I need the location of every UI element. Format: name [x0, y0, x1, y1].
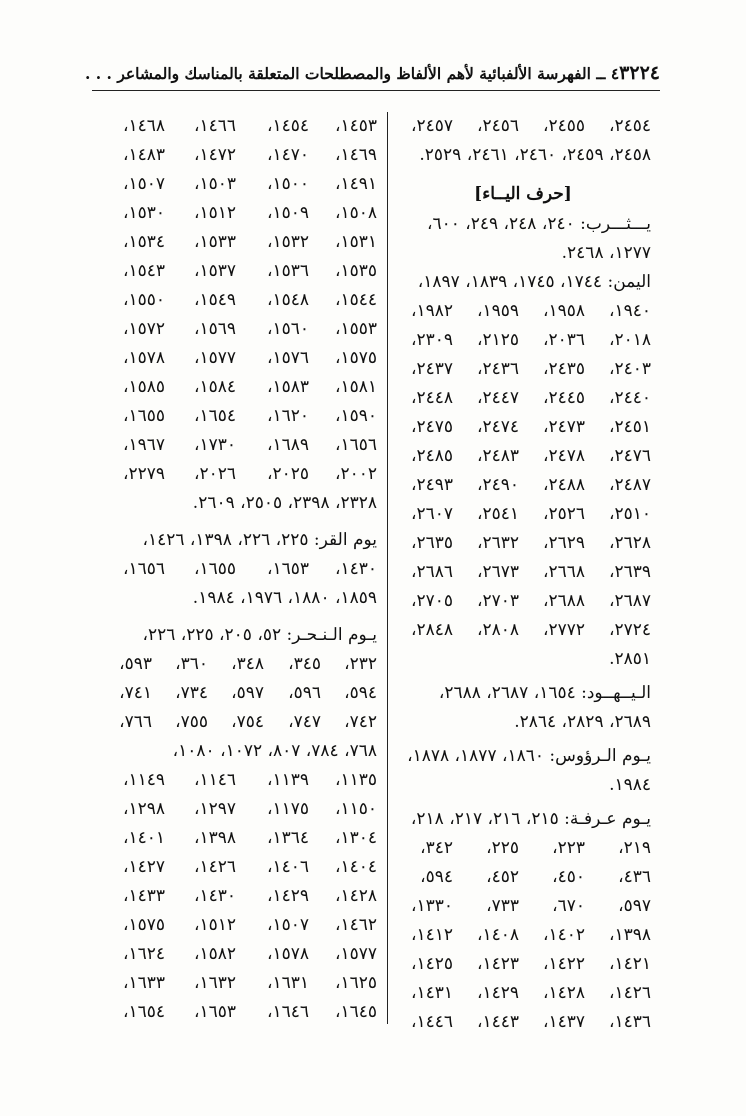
index-entry-nahr: يـوم الـنـحـر: ٥٢، ٢٠٥، ٢٢٥، ٢٢٦، [142, 625, 377, 645]
index-line [395, 500, 651, 529]
running-title: ٤ ــ الفهرسة الألفبائية لأهم الألفاظ والمصطلحات المتعلقة بالمناسك والمشاعر . . . [84, 63, 620, 83]
page-ref: ١٥٨٢، [193, 944, 236, 964]
page-ref: ٢٧٠٣، [476, 591, 519, 611]
page-ref: ١٥٣٤، [122, 232, 165, 252]
page-ref: ١٥٠٠، [266, 174, 309, 194]
page-ref: ٢٢٧٩، [122, 464, 165, 484]
page-ref: ٢٣٠٩، [410, 330, 453, 350]
page-ref: ١٥٥٣، [334, 319, 377, 339]
index-line [95, 315, 377, 344]
index-line [395, 413, 651, 442]
page-ref: ٢٤٤٥، [542, 388, 585, 408]
page-ref: ٢٤٧٤، [476, 417, 519, 437]
page-ref: ٣٤٢، [420, 838, 453, 858]
index-entry-yathrib: يـــثـــرب: ٢٤٠، ٢٤٨، ٢٤٩، ٦٠٠، [426, 214, 651, 234]
index-line: ١٨٥٩، ١٨٨٠، ١٩٧٦، ١٩٨٤. [192, 588, 377, 608]
index-line [95, 679, 377, 708]
page-ref: ١٧٣٠، [193, 435, 236, 455]
page-ref: ١٣٣٠، [410, 896, 453, 916]
index-line [395, 979, 651, 1008]
page-ref: ١٥٣٧، [193, 261, 236, 281]
index-line [395, 471, 651, 500]
page-ref: ١٦٢٤، [122, 944, 165, 964]
page-ref: ٦٧٠، [552, 896, 585, 916]
page-ref: ٢٤٧٣، [542, 417, 585, 437]
page-ref: ٢٤٧٦، [608, 446, 651, 466]
page-ref: ١٤٣٠، [193, 886, 236, 906]
page-ref: ١٤٦٢، [334, 915, 377, 935]
page-ref: ١٥٤٤، [334, 290, 377, 310]
page-ref: ١٤٨٣، [122, 145, 165, 165]
page-ref: ١٥٧٥، [334, 348, 377, 368]
index-line [395, 1008, 651, 1037]
index-line [95, 460, 377, 489]
page-ref: ١١٤٦، [193, 770, 236, 790]
page-ref: ٢٠٣٦، [542, 330, 585, 350]
page-ref: ١٥٣١، [334, 232, 377, 252]
index-line [395, 384, 651, 413]
index-line [95, 170, 377, 199]
page-ref: ٧٥٤، [231, 712, 264, 732]
index-line [95, 940, 377, 969]
page-ref: ١٦٥٣، [266, 559, 309, 579]
yemen-refs [395, 297, 651, 645]
page-ref: ٢٣٢، [344, 654, 377, 674]
page-ref: ٢٤٣٧، [410, 359, 453, 379]
page-ref: ٢٤٨٧، [608, 475, 651, 495]
page-ref: ١٤٠٨، [476, 925, 519, 945]
index-line: ٢٤٥٨، ٢٤٥٩، ٢٤٦٠، ٢٤٦١، ٢٥٢٩. [419, 145, 651, 165]
section-heading-text: [حرف اليــاء] [474, 184, 572, 204]
page-ref: ١٥٧٨، [122, 348, 165, 368]
index-line [395, 921, 651, 950]
page-ref: ١٤٧٢، [193, 145, 236, 165]
index-line [395, 442, 651, 471]
page-ref: ١٥٣٥، [334, 261, 377, 281]
page-ref: ١٦٥٥، [122, 406, 165, 426]
page-ref: ١٤٣٧، [542, 1012, 585, 1032]
index-line: ٢٣٢٨، ٢٣٩٨، ٢٥٠٥، ٢٦٠٩. [192, 493, 377, 513]
page-ref: ٢١٩، [618, 838, 651, 858]
page-ref: ١٥٠٣، [193, 174, 236, 194]
index-line [95, 344, 377, 373]
index-line [95, 853, 377, 882]
page-number: ٣٢٢٤ [619, 62, 660, 84]
page-ref: ٢٥٤١، [476, 504, 519, 524]
index-line: ١٩٨٤. [609, 775, 651, 795]
page-ref: ٢٧٠٥، [410, 591, 453, 611]
page-ref: ٥٩٦، [288, 683, 321, 703]
index-line [395, 326, 651, 355]
page-ref: ١٤٢٨، [334, 886, 377, 906]
page-ref: ١٥٦٩، [193, 319, 236, 339]
page-ref: ١٥١٢، [193, 203, 236, 223]
index-line [395, 529, 651, 558]
page-ref: ١٤٢٧، [122, 857, 165, 877]
index-line [95, 795, 377, 824]
page-ref: ١٦٥٥، [193, 559, 236, 579]
page-ref: ١٥٧٢، [122, 319, 165, 339]
index-line [95, 911, 377, 940]
page-ref: ١٤١٢، [410, 925, 453, 945]
page-ref: ١٦٥٦، [122, 559, 165, 579]
page-ref: ٢٤٨٥، [410, 446, 453, 466]
index-line [95, 431, 377, 460]
page-ref: ١٥٥٠، [122, 290, 165, 310]
page-ref: ١٥٨١، [334, 377, 377, 397]
index-line [95, 708, 377, 737]
column-divider [387, 112, 388, 1024]
page-ref: ٢٢٥، [486, 838, 519, 858]
page-ref: ١٤٢٦، [608, 983, 651, 1003]
page-ref: ١٤٧٠، [266, 145, 309, 165]
page-ref: ١٥٠٩، [266, 203, 309, 223]
page-ref: ٢٥٢٦، [542, 504, 585, 524]
page-header [84, 56, 660, 91]
page-ref: ٢٤٠٣، [608, 359, 651, 379]
page-ref: ١٦٥٤، [193, 406, 236, 426]
page-ref: ١٤٠٢، [542, 925, 585, 945]
page-ref: ٧٤١، [119, 683, 152, 703]
page-ref: ٢٤٥٧، [410, 116, 453, 136]
page-ref: ١٦٤٥، [334, 1002, 377, 1022]
page-ref: ٢٤٣٥، [542, 359, 585, 379]
page-ref: ٢٤٧٥، [410, 417, 453, 437]
page-ref: ١٦٨٩، [266, 435, 309, 455]
index-entry-yahud: الـيــهــود: ١٦٥٤، ٢٦٨٧، ٢٦٨٨، [438, 683, 651, 703]
page-ref: ١٤٢٩، [476, 983, 519, 1003]
index-line [395, 355, 651, 384]
page-ref: ١٤٠٤، [334, 857, 377, 877]
index-line: ٢٨٥١. [609, 649, 651, 669]
page-ref: ٧٤٢، [344, 712, 377, 732]
page-ref: ١٤٤٣، [476, 1012, 519, 1032]
page-ref: ١١٤٩، [122, 770, 165, 790]
page-ref: ٢٠٢٥، [266, 464, 309, 484]
page-ref: ١٤٩١، [334, 174, 377, 194]
index-line [395, 892, 651, 921]
page-ref: ١٤٣٠، [334, 559, 377, 579]
page-ref: ١٤٣٦، [608, 1012, 651, 1032]
page-ref: ٥٩٧، [618, 896, 651, 916]
page-ref: ٢١٢٥، [476, 330, 519, 350]
page-ref: ٢٦٨٨، [542, 591, 585, 611]
page-ref: ١٥٠٧، [266, 915, 309, 935]
page-ref: ٢٧٢٤، [608, 620, 651, 640]
page-ref: ٢٦٧٣، [476, 562, 519, 582]
page-ref: ١٦٥٤، [122, 1002, 165, 1022]
page-ref: ١٥٤٣، [122, 261, 165, 281]
page-ref: ١٤٠٦، [266, 857, 309, 877]
index-line [395, 297, 651, 326]
page-ref: ١٩٥٨، [542, 301, 585, 321]
page-ref: ٢٤٩٠، [476, 475, 519, 495]
page-ref: ١٣٠٤، [334, 828, 377, 848]
page-ref: ١٥٩٠، [334, 406, 377, 426]
index-line [395, 112, 651, 141]
index-entry-qarr: يوم القر: ٢٢٥، ٢٢٦، ١٣٩٨، ١٤٢٦، [142, 530, 377, 550]
page-ref: ٤٥٠، [552, 867, 585, 887]
page-ref: ٢٦٣٢، [476, 533, 519, 553]
page-ref: ١٥٦٠، [266, 319, 309, 339]
page-ref: ١٦٣٣، [122, 973, 165, 993]
page-ref: ١٤٤٦، [410, 1012, 453, 1032]
page-ref: ٣٦٠، [175, 654, 208, 674]
index-line [95, 555, 377, 584]
page-ref: ١٥٠٨، [334, 203, 377, 223]
page-ref: ١٥٨٤، [193, 377, 236, 397]
index-line [95, 969, 377, 998]
page-ref: ١٦٥٣، [193, 1002, 236, 1022]
page-ref: ١٥٤٩، [193, 290, 236, 310]
index-line [95, 882, 377, 911]
page-ref: ١٥٣٢، [266, 232, 309, 252]
page-ref: ١٣٦٤، [266, 828, 309, 848]
page-ref: ١٤٢٦، [193, 857, 236, 877]
page-ref: ٣٤٥، [288, 654, 321, 674]
page-ref: ٧٣٤، [175, 683, 208, 703]
page-ref: ٢٤٥٦، [476, 116, 519, 136]
page-ref: ١٤٥٤، [266, 116, 309, 136]
page-ref: ٢٦٣٥، [410, 533, 453, 553]
page-ref: ١١٣٩، [266, 770, 309, 790]
page-ref: ١٩٥٩، [476, 301, 519, 321]
page-ref: ٢٦٨٧، [608, 591, 651, 611]
page-ref: ٢٢٣، [552, 838, 585, 858]
page-ref: ٥٩٣، [119, 654, 152, 674]
page-ref: ١٩٦٧، [122, 435, 165, 455]
page-ref: ١٦٥٦، [334, 435, 377, 455]
page-ref: ١٦٢٠، [266, 406, 309, 426]
page-ref: ٤٣٦، [618, 867, 651, 887]
page-ref: ٢٤٤٠، [608, 388, 651, 408]
page-ref: ١٥٠٧، [122, 174, 165, 194]
page-ref: ١٩٤٠، [608, 301, 651, 321]
page-ref: ٥٩٧، [231, 683, 264, 703]
index-line [95, 824, 377, 853]
index-entry-yemen: اليمن: ١٧٤٤، ١٧٤٥، ١٨٣٩، ١٨٩٧، [417, 272, 651, 292]
page-ref: ٢٦٦٨، [542, 562, 585, 582]
page-ref: ٢٤٨٨، [542, 475, 585, 495]
section-heading [395, 178, 651, 210]
index-line: ١٢٧٧، ٢٤٦٨. [561, 243, 651, 263]
index-line [95, 373, 377, 402]
page-ref: ٧٣٣، [486, 896, 519, 916]
page-ref: ١٤٦٨، [122, 116, 165, 136]
index-line [95, 286, 377, 315]
page-ref: ١٤٢٨، [542, 983, 585, 1003]
page-ref: ١٦٢٥، [334, 973, 377, 993]
page-ref: ١٦٤٦، [266, 1002, 309, 1022]
page-ref: ١٥٣٦، [266, 261, 309, 281]
page-ref: ١٣٩٨، [193, 828, 236, 848]
page-ref: ١٩٨٢، [410, 301, 453, 321]
page-ref: ١٤٣١، [410, 983, 453, 1003]
index-line: ٢٦٨٩، ٢٨٢٩، ٢٨٦٤. [514, 712, 651, 732]
page-ref: ١٤٠١، [122, 828, 165, 848]
page-ref: ٢٦٠٧، [410, 504, 453, 524]
page-ref: ١٢٩٧، [193, 799, 236, 819]
index-line [95, 112, 377, 141]
right-column [395, 112, 651, 1037]
page-ref: ٧٥٥، [175, 712, 208, 732]
page-ref: ٢٤٩٣، [410, 475, 453, 495]
page-ref: ٧٦٦، [119, 712, 152, 732]
page-ref: ١٤٢٢، [542, 954, 585, 974]
page-ref: ١٦٣١، [266, 973, 309, 993]
page-ref: ١٢٩٨، [122, 799, 165, 819]
page-ref: ٥٩٤، [420, 867, 453, 887]
index-line [395, 587, 651, 616]
page-ref: ١١٣٥، [334, 770, 377, 790]
page-ref: ١٥٧٨، [266, 944, 309, 964]
page-ref: ٢٦٣٩، [608, 562, 651, 582]
page-ref: ١٥٧٥، [122, 915, 165, 935]
index-line: ٧٦٨، ٧٨٤، ٨٠٧، ١٠٧٢، ١٠٨٠، [172, 741, 377, 761]
index-line [95, 141, 377, 170]
page-ref: ١١٧٥، [266, 799, 309, 819]
page-ref: ٢٧٧٢، [542, 620, 585, 640]
nahr-refs-2 [95, 766, 377, 1027]
page-ref: ١٥٨٥، [122, 377, 165, 397]
page-ref: ٢٦٨٦، [410, 562, 453, 582]
nahr-refs [95, 650, 377, 737]
page-ref: ٢٤٥٤، [608, 116, 651, 136]
index-line [95, 650, 377, 679]
page-ref: ٢٦٢٨، [608, 533, 651, 553]
arafa-refs [395, 834, 651, 1037]
page-ref: ١٦٣٢، [193, 973, 236, 993]
index-line [95, 766, 377, 795]
page-ref: ١٣٩٨، [608, 925, 651, 945]
page-ref: ١٤٥٣، [334, 116, 377, 136]
page-ref: ٢٤٣٦، [476, 359, 519, 379]
index-line [395, 834, 651, 863]
page-ref: ٢٤٥١، [608, 417, 651, 437]
index-line [95, 228, 377, 257]
page-ref: ٥٩٤، [344, 683, 377, 703]
page-ref: ١٥٨٣، [266, 377, 309, 397]
page-ref: ٤٥٢، [486, 867, 519, 887]
page-ref: ٢٨٤٨، [410, 620, 453, 640]
page-ref: ١٥١٢، [193, 915, 236, 935]
page-ref: ٢٠٠٢، [334, 464, 377, 484]
page-ref: ١٤٢٩، [266, 886, 309, 906]
index-line [95, 998, 377, 1027]
index-entry-ruus: يـوم الـرؤوس: ١٨٦٠، ١٨٧٧، ١٨٧٨، [407, 746, 651, 766]
page-ref: ٢٤٤٨، [410, 388, 453, 408]
index-line [395, 950, 651, 979]
page-ref: ٢٤٨٣، [476, 446, 519, 466]
page-ref: ٢٨٠٨، [476, 620, 519, 640]
index-entry-arafa: يـوم عـرفـة: ٢١٥، ٢١٦، ٢١٧، ٢١٨، [410, 809, 651, 829]
page-ref: ٢٥١٠، [608, 504, 651, 524]
page-ref: ٢٠٢٦، [193, 464, 236, 484]
index-line [395, 863, 651, 892]
left-column [95, 112, 377, 1027]
page-ref: ٢٦٢٩، [542, 533, 585, 553]
index-line [95, 402, 377, 431]
continued-refs [95, 112, 377, 489]
page-ref: ٢٤٧٨، [542, 446, 585, 466]
page-ref: ١٥٧٧، [193, 348, 236, 368]
page-ref: ٢٤٥٥، [542, 116, 585, 136]
page-ref: ٢٤٤٧، [476, 388, 519, 408]
page-ref: ١٥٧٧، [334, 944, 377, 964]
page-ref: ١٤٢٣، [476, 954, 519, 974]
index-line [395, 616, 651, 645]
page-ref: ١٥٣٣، [193, 232, 236, 252]
page-ref: ١٥٣٠، [122, 203, 165, 223]
page-ref: ١٥٧٦، [266, 348, 309, 368]
page-ref: ١٤٢٥، [410, 954, 453, 974]
page-ref: ٢٠١٨، [608, 330, 651, 350]
page-ref: ٣٤٨، [231, 654, 264, 674]
page-ref: ١٤٣٣، [122, 886, 165, 906]
page-ref: ٧٤٧، [288, 712, 321, 732]
page-ref: ١٤٦٦، [193, 116, 236, 136]
index-line [395, 558, 651, 587]
page-ref: ١٥٤٨، [266, 290, 309, 310]
page-ref: ١١٥٠، [334, 799, 377, 819]
index-line [95, 199, 377, 228]
index-line [95, 257, 377, 286]
page-ref: ١٤٦٩، [334, 145, 377, 165]
page-ref: ١٤٢١، [608, 954, 651, 974]
